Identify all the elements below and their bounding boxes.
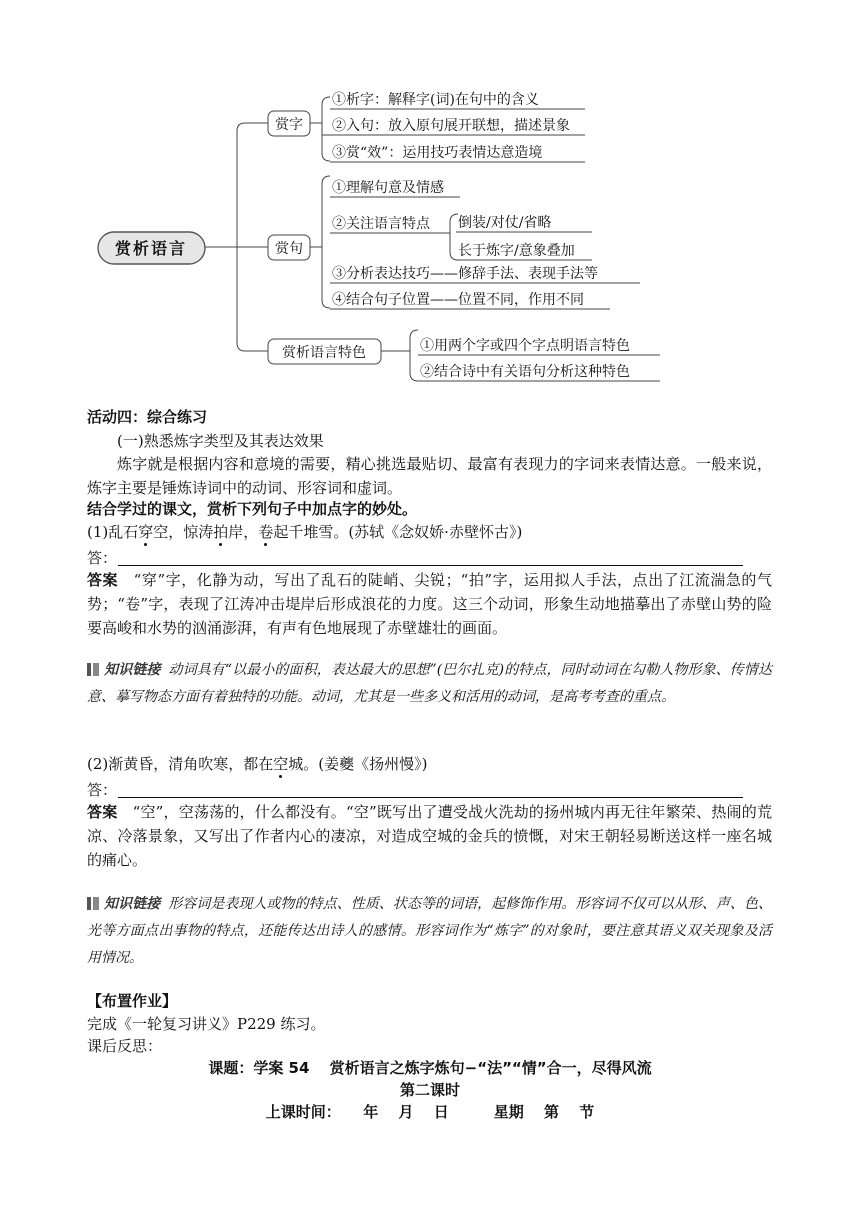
answer-prompt-2: 答： (87, 781, 118, 799)
mindmap-subitem: 倒装/对仗/省略 (458, 215, 552, 231)
bar-icon (87, 663, 99, 676)
dotted-char: 卷 (258, 523, 274, 541)
answer-1: 答案 “穿”字，化静为动，写出了乱石的陡峭、尖锐；“拍”字，运用拟人手法，点出了江流湍急的气势；“卷”字，表现了江涛冲击堤岸后形成浪花的力度。这三个动词，形象生动地描摹出了赤壁山势的险要高峻和水势的汹涌澎湃，有声有色地展现了赤壁雄壮的画面。 (87, 571, 772, 637)
answer-line-1[interactable] (118, 565, 743, 566)
knowledge-link-label: 知识链接 (104, 896, 161, 912)
mindmap-diagram (0, 0, 860, 400)
knowledge-link-label: 知识链接 (104, 662, 161, 678)
answer-label: 答案 (87, 571, 119, 589)
mindmap-item: ②关注语言特点 (332, 216, 430, 232)
mindmap-item: ④结合句子位置——位置不同，作用不同 (332, 292, 584, 308)
section-title: (一)熟悉炼字类型及其表达效果 (117, 432, 324, 450)
mindmap-root: 赏析语言 (114, 239, 188, 258)
mindmap-item: ③赏“效”：运用技巧表情达意造境 (332, 145, 543, 161)
homework-title: 【布置作业】 (87, 992, 178, 1010)
mindmap-item: ③分析表达技巧——修辞手法、表现手法等 (332, 266, 598, 282)
mindmap-item: ①理解句意及情感 (332, 180, 444, 196)
knowledge-link-1: 知识链接 动词具有“以最小的面积，表达最大的思想”(巴尔扎克)的特点，同时动词在勾勒人物形象、传情达意、摹写物态方面有着独特的功能。动词，尤其是一些多义和活用的动词，是高考考查的重点。 (87, 662, 772, 705)
mindmap-subitem: 长于炼字/意象叠加 (458, 243, 575, 259)
answer-line-2[interactable] (118, 797, 743, 798)
intro-paragraph: 炼字就是根据内容和意境的需要，精心挑选最贴切、最富有表现力的字词来表情达意。一般来说，炼字主要是锤炼诗词中的动词、形容词和虚词。 (87, 455, 772, 497)
activity-title: 活动四：综合练习 (87, 408, 208, 426)
answer-label: 答案 (87, 803, 118, 821)
task-instruction: 结合学过的课文，赏析下列句子中加点字的妙处。 (87, 500, 418, 518)
lesson-title: 课题：学案 54 赏析语言之炼字炼句−“法”“情”合一，尽得风流 (208, 1059, 652, 1077)
dotted-char: 拍 (213, 523, 229, 541)
homework-text: 完成《一轮复习讲义》P229 练习。 (87, 1015, 326, 1033)
dotted-char: 空 (273, 755, 289, 773)
knowledge-link-2: 知识链接 形容词是表现人或物的特点、性质、状态等的词语，起修饰作用。形容词不仅可以从形、声、色、光等方面点出事物的特点，还能传达出诗人的感情。形容词作为“炼字”的对象时，要注意其语义双关现象及活用情况。 (87, 896, 773, 966)
lesson-subtitle: 第二课时 (399, 1081, 460, 1099)
question-1: (1)乱石穿空，惊涛拍岸，卷起千堆雪。(苏轼《念奴娇·赤壁怀古》) (87, 523, 523, 541)
mindmap-branch-2: 赏句 (275, 241, 303, 257)
mindmap-item: ②入句：放入原句展开联想，描述景象 (332, 118, 570, 134)
answer-prompt-1: 答： (87, 549, 118, 567)
dotted-char: 穿 (138, 523, 154, 541)
mindmap-branch-1: 赏字 (275, 117, 303, 133)
bar-icon (87, 897, 99, 910)
mindmap-item: ①析字：解释字(词)在句中的含义 (332, 92, 539, 108)
answer-2: 答案 “空”，空荡荡的，什么都没有。“空”既写出了遭受战火洗劫的扬州城内再无往年繁荣、热闹的荒凉、冷落景象，又写出了作者内心的凄凉，对造成空城的金兵的愤慨，对宋王朝轻易断送这样一座名城的痛心。 (87, 803, 772, 869)
mindmap-branch-3: 赏析语言特色 (282, 345, 366, 361)
mindmap-item: ①用两个字或四个字点明语言特色 (420, 338, 630, 354)
question-2: (2)渐黄昏，清角吹寒，都在空城。(姜夔《扬州慢》) (87, 755, 428, 773)
class-time: 上课时间： 年 月 日 星期 第 节 (265, 1103, 595, 1121)
mindmap-item: ②结合诗中有关语句分析这种特色 (420, 364, 630, 380)
reflection-label: 课后反思： (87, 1037, 163, 1055)
